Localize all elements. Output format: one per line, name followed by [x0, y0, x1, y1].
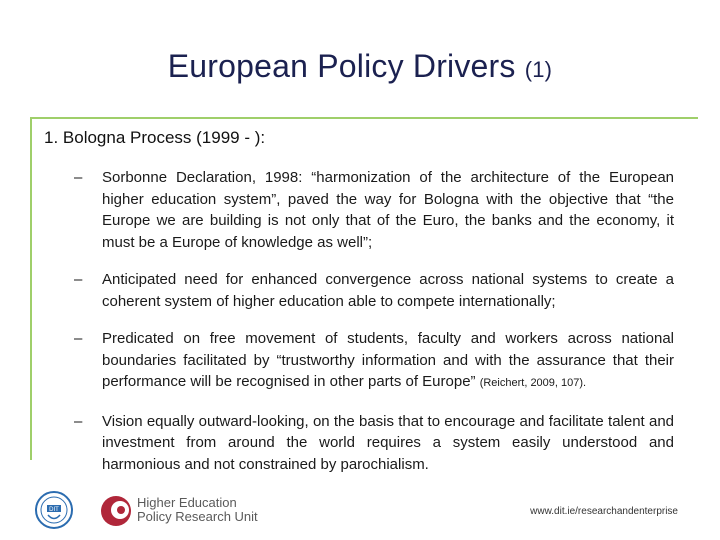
hepru-logo-text	[137, 496, 258, 524]
bullet-list	[74, 167, 674, 491]
hepru-logo-icon	[100, 495, 132, 527]
title-suffix: (1)	[524, 57, 553, 82]
bullet-dash: –	[74, 271, 83, 288]
bullet-text: Vision equally outward-looking, on the basis that to encourage and facilitate talent and investment from around the world requires a system easily understood and harmonious and not constrained by parochialism.	[102, 412, 674, 473]
slide-title	[0, 48, 720, 85]
bullet-item	[74, 167, 674, 253]
bullet-text: Predicated on free movement of students, faculty and workers across national boundaries facilitated by “trustworthy information and with the assurance that their performance will be recognised in other parts of Europe”	[102, 330, 674, 390]
unit-line-1: Higher Education	[137, 495, 237, 510]
bullet-dash: –	[74, 330, 83, 347]
bullet-item	[74, 328, 674, 395]
bullet-text: Sorbonne Declaration, 1998: “harmonization of the architecture of the European higher education system”, paved the way for Bologna with the objective that “the Europe we are building is not only that of the Euro, the banks and the economy, it must be a Europe of knowledge as well”;	[102, 169, 674, 251]
bullet-dash: –	[74, 412, 83, 430]
bullet-item	[74, 269, 674, 312]
dit-logo-text: DIT	[49, 507, 59, 513]
frame-top-line	[30, 117, 698, 119]
frame-left-line	[30, 117, 32, 460]
bullet-text: Anticipated need for enhanced convergence across national systems to create a coherent system of higher education able to compete internationally;	[102, 271, 674, 310]
footer-url[interactable]: www.dit.ie/researchandenterprise	[530, 506, 678, 517]
unit-line-2: Policy Research Unit	[137, 509, 258, 524]
section-heading: 1. Bologna Process (1999 - ):	[44, 128, 266, 147]
dit-seal-icon	[34, 490, 74, 530]
citation: (Reichert, 2009, 107).	[479, 377, 587, 389]
title-main: European Policy Drivers	[167, 48, 525, 84]
bullet-item	[74, 411, 674, 476]
bullet-dash: –	[74, 169, 83, 186]
